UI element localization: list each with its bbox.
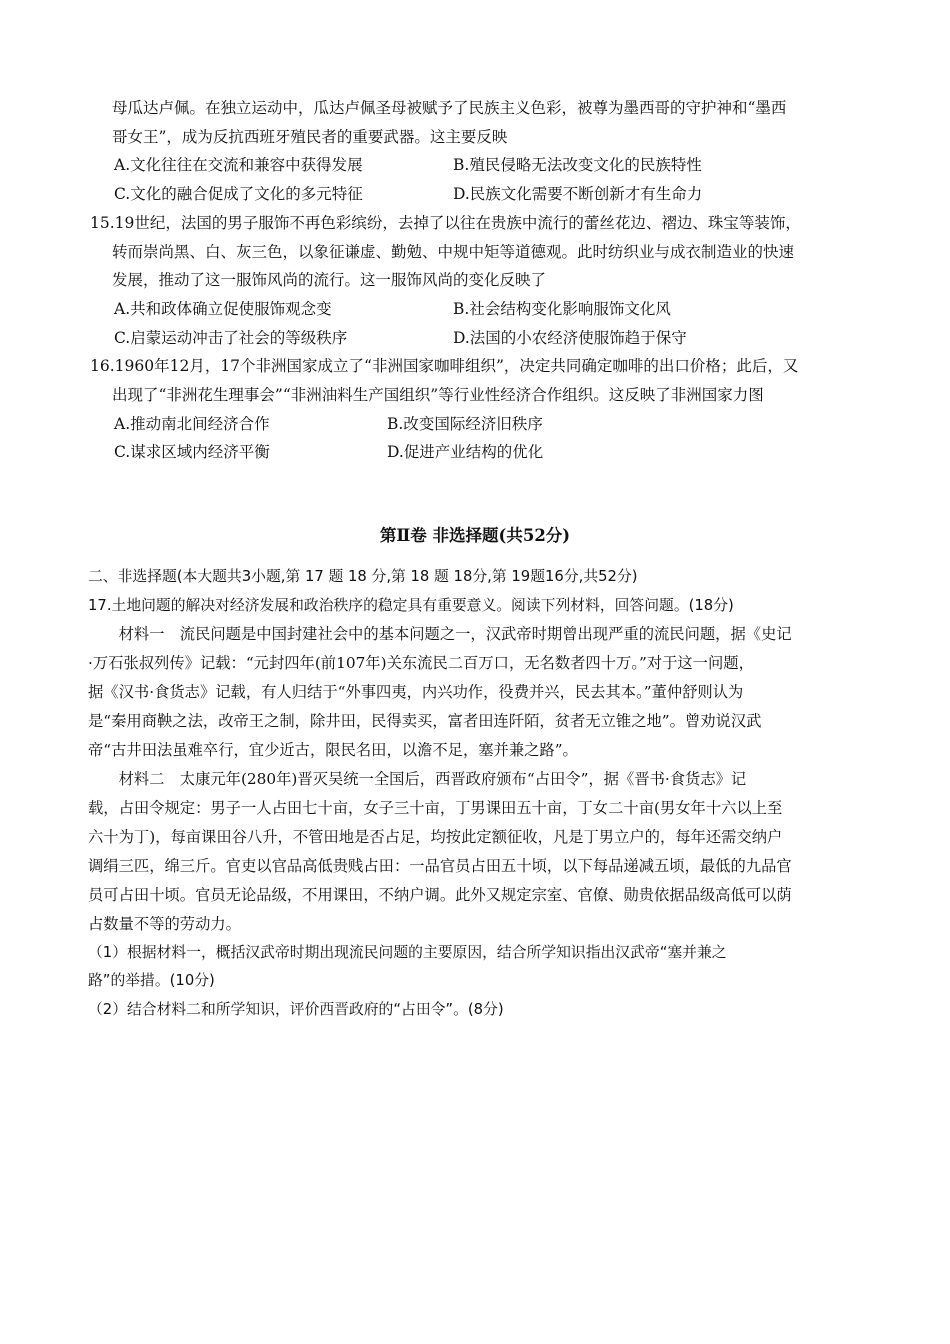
q17-material2-line-3: 六十为丁)，每亩课田谷八升，不管田地是否占足，均按此定额征收，凡是丁男立户的，每年还需交纳户: [88, 828, 783, 846]
q16-option-b: B.改变国际经济旧秩序: [387, 415, 543, 433]
q17-material2-line-4: 调绢三匹，绵三斤。官吏以官品高低贵贱占田：一品官员占田五十顷，以下每品递减五顷，最低的九品官: [88, 857, 792, 875]
q16-line-1: 16.1960年12月，17个非洲国家成立了“非洲国家咖啡组织”，决定共同确定咖啡的出口价格；此后，又: [90, 357, 799, 375]
q17-material1-line-3: 据《汉书·食货志》记载，有人归结于“外事四夷，内兴功作，役费并兴，民去其本。”董仲舒则认为: [88, 683, 744, 701]
q15-option-c: C.启蒙运动冲击了社会的等级秩序: [114, 329, 348, 347]
q16-option-c: C.谋求区域内经济平衡: [114, 443, 270, 461]
q14-option-b: B.殖民侵略无法改变文化的民族特性: [453, 156, 702, 174]
q16-line-2: 出现了“非洲花生理事会”“非洲油料生产国组织”等行业性经济合作组织。这反映了非洲国家力图: [112, 386, 764, 404]
q15-line-1: 15.19世纪，法国的男子服饰不再色彩缤纷，去掉了以往在贵族中流行的蕾丝花边、褶边、珠宝等装饰，: [90, 214, 801, 232]
q15-option-d: D.法国的小农经济使服饰趋于保守: [453, 329, 687, 347]
q14-line-2: 哥女王”，成为反抗西班牙殖民者的重要武器。这主要反映: [112, 128, 508, 146]
q15-option-a: A.共和政体确立促使服饰观念变: [114, 300, 332, 318]
q17-material2-line-2: 载，占田令规定：男子一人占田七十亩，女子三十亩，丁男课田五十亩，丁女二十亩(男女年十六以上至: [88, 799, 783, 817]
q17-sub1-line-1: （1）根据材料一，概括汉武帝时期出现流民问题的主要原因，结合所学知识指出汉武帝“塞并兼之: [88, 944, 727, 961]
q16-option-a: A.推动南北间经济合作: [114, 415, 270, 433]
q17-material1-line-4: 是“秦用商鞅之法，改帝王之制，除井田，民得卖买，富者田连阡陌，贫者无立锥之地”。曾劝说汉武: [88, 712, 762, 730]
section-2-intro: 二、非选择题(本大题共3小题,第 17 题 18 分,第 18 题 18分,第 19题16分,共52分): [88, 568, 638, 585]
q14-line-1: 母瓜达卢佩。在独立运动中，瓜达卢佩圣母被赋予了民族主义色彩，被尊为墨西哥的守护神和“墨西: [112, 99, 787, 117]
q17-sub2: （2）结合材料二和所学知识，评价西晋政府的“占田令”。(8分): [88, 1001, 504, 1018]
q17-material2-line-1: 材料二 太康元年(280年)晋灭吴统一全国后，西晋政府颁布“占田令”，据《晋书·食货志》记: [88, 770, 747, 788]
q17-stem: 17.土地问题的解决对经济发展和政治秩序的稳定具有重要意义。阅读下列材料，回答问题。(18分): [88, 597, 734, 614]
q14-option-d: D.民族文化需要不断创新才有生命力: [453, 185, 703, 203]
q17-material1-line-2: ·万石张叔列传》记载：“元封四年(前107年)关东流民二百万口，无名数者四十万。”对于这一问题，: [88, 654, 754, 672]
q15-option-b: B.社会结构变化影响服饰文化风: [453, 300, 671, 318]
section-2-title: 第Ⅱ卷 非选择题(共52分): [379, 526, 571, 545]
q16-option-d: D.促进产业结构的优化: [387, 443, 544, 461]
q17-material2-line-6: 占数量不等的劳动力。: [88, 915, 241, 933]
q17-material1-line-1: 材料一 流民问题是中国封建社会中的基本问题之一，汉武帝时期曾出现严重的流民问题，据《史记: [88, 625, 792, 643]
q15-line-2: 转而崇尚黑、白、灰三色，以象征谦虚、勤勉、中规中矩等道德观。此时纺织业与成衣制造业的快速: [112, 243, 795, 261]
q14-option-a: A.文化往往在交流和兼容中获得发展: [114, 156, 363, 174]
q14-option-c: C.文化的融合促成了文化的多元特征: [114, 185, 363, 203]
q17-sub1-line-2: 路”的举措。(10分): [88, 972, 215, 989]
q15-line-3: 发展，推动了这一服饰风尚的流行。这一服饰风尚的变化反映了: [112, 271, 547, 289]
q17-material1-line-5: 帝“古井田法虽难卒行，宜少近古，限民名田，以澹不足，塞并兼之路”。: [88, 741, 578, 759]
q17-material2-line-5: 员可占田十顷。官员无论品级，不用课田，不纳户调。此外又规定宗室、官僚、勋贵依据品级高低可以荫: [88, 886, 792, 904]
